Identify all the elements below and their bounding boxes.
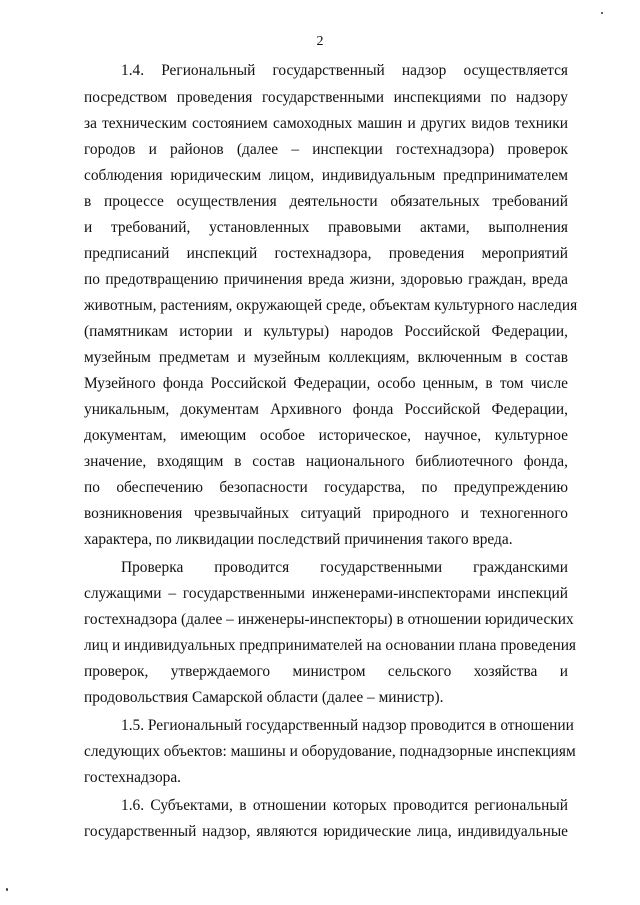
text-line: значение, входящим в состав национального библиотечного фонда, (84, 453, 568, 470)
text-line: государственный надзор, являются юридические лица, индивидуальные (84, 823, 568, 840)
text-line: характера, по ликвидации последствий причинения такого вреда. (84, 531, 513, 548)
text-line: музейным предметам и музейным коллекциям, включенным в состав (84, 349, 568, 366)
text-line: Музейного фонда Российской Федерации, особо ценным, в том числе (84, 375, 568, 392)
page-number: 2 (316, 34, 324, 49)
scan-speck (6, 888, 8, 891)
text-line: соблюдения юридическим лицом, индивидуальным предпринимателем (84, 167, 568, 184)
text-line: по предотвращению причинения вреда жизни, здоровью граждан, вреда (84, 271, 568, 288)
text-line: (памятникам истории и культуры) народов Российской Федерации, (84, 323, 568, 340)
text-line: посредством проведения государственными инспекциями по надзору (84, 89, 568, 106)
text-line: продовольствия Самарской области (далее – министр). (84, 689, 444, 706)
text-line: служащими – государственными инженерами-инспекторами инспекций (84, 585, 568, 602)
text-line: гостехнадзора. (84, 769, 182, 786)
text-line: городов и районов (далее – инспекции гостехнадзора) проверок (84, 141, 568, 158)
text-line: следующих объектов: машины и оборудование, поднадзорные инспекциям (84, 743, 576, 760)
text-line: возникновения чрезвычайных ситуаций природного и техногенного (84, 505, 568, 522)
text-line: в процессе осуществления деятельности обязательных требований (84, 193, 568, 210)
text-line: лиц и индивидуальных предпринимателей на основании плана проведения (84, 637, 577, 654)
text-line: уникальным, документам Архивного фонда Российской Федерации, (84, 401, 568, 418)
text-line: 1.5. Региональный государственный надзор проводится в отношении (121, 717, 574, 734)
text-line: проверок, утверждаемого министром сельского хозяйства и (84, 663, 568, 680)
text-line: за техническим состоянием самоходных машин и других видов техники (84, 115, 568, 132)
text-line: по обеспечению безопасности государства, по предупреждению (84, 479, 568, 496)
text-line: Проверка проводится государственными гражданскими (121, 559, 568, 576)
text-line: гостехнадзора (далее – инженеры-инспекторы) в отношении юридических (84, 611, 574, 628)
text-line: 1.4. Региональный государственный надзор осуществляется (121, 62, 568, 79)
text-line: 1.6. Субъектами, в отношении которых проводится региональный (121, 797, 568, 814)
text-line: предписаний инспекций гостехнадзора, проведения мероприятий (84, 245, 568, 262)
text-line: и требований, установленных правовыми актами, выполнения (84, 219, 568, 236)
scan-speck (601, 12, 603, 14)
text-line: документам, имеющим особое историческое, научное, культурное (84, 427, 568, 444)
text-line: животным, растениям, окружающей среде, объектам культурного наследия (84, 297, 578, 314)
